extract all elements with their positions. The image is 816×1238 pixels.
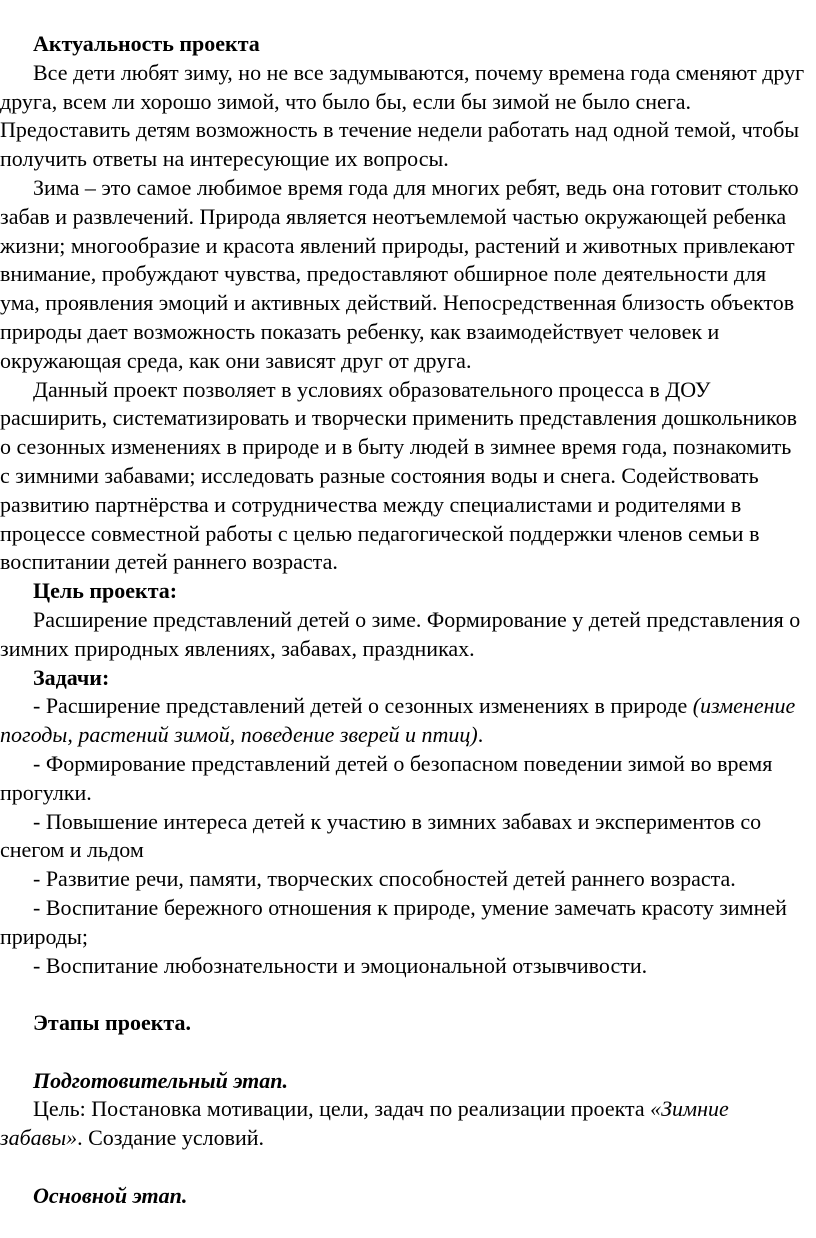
- main-stage-heading: Основной этап.: [33, 1182, 188, 1208]
- prep-stage-text-end: . Создание условий.: [77, 1125, 265, 1151]
- task-item-1: [0, 692, 806, 750]
- spacer: [0, 980, 806, 1009]
- spacer: [0, 1038, 806, 1067]
- relevance-paragraph-1: Все дети любят зиму, но не все задумываются, почему времена года сменяют друг друга, всем ли хорошо зимой, что было бы, если бы зимой не было снега. Предоставить детям возможность в течение недели работать над одной темой, чтобы получить ответы на интересующие их вопросы.: [0, 59, 805, 172]
- relevance-heading: Актуальность проекта: [33, 31, 260, 56]
- task-item-1-text: - Расширение представлений детей о сезонных изменениях в природе: [33, 693, 693, 719]
- relevance-paragraph-3: Данный проект позволяет в условиях образовательного процесса в ДОУ расширить, систематизировать и творчески применить представления дошкольников о сезонных изменениях в природе и в быту людей в зимнее время года, познакомить с зимними забавами; исследовать разные состояния воды и снега. Содействовать развитию партнёрства и сотрудничества между специалистами и родителями в процессе совместной работы с целью педагогической поддержки членов семьи в воспитании детей раннего возраста.: [0, 376, 798, 575]
- prep-stage-text-italic: «Зимние забавы»: [0, 1096, 729, 1151]
- task-item-1-italic: (изменение погоды, растений зимой, поведение зверей и птиц): [0, 693, 796, 748]
- prep-stage-heading: Подготовительный этап.: [33, 1067, 289, 1093]
- task-item-6: - Воспитание любознательности и эмоциональной отзывчивости.: [33, 952, 648, 978]
- spacer: [0, 1153, 806, 1182]
- goal-text: Расширение представлений детей о зиме. Формирование у детей представления о зимних природных явлениях, забавах, праздниках.: [0, 606, 801, 661]
- task-item-1-end: .: [477, 722, 484, 748]
- task-item-4: - Развитие речи, памяти, творческих способностей детей раннего возраста.: [33, 866, 736, 892]
- prep-stage-text-main: Цель: Постановка мотивации, цели, задач по реализации проекта: [33, 1096, 651, 1122]
- task-item-3: - Повышение интереса детей к участию в зимних забавах и экспериментов со снегом и льдом: [0, 808, 762, 863]
- task-item-5: - Воспитание бережного отношения к природе, умение замечать красоту зимней природы;: [0, 894, 787, 949]
- prep-stage-text: [0, 1095, 806, 1153]
- tasks-heading: Задачи:: [33, 664, 110, 690]
- stages-heading: Этапы проекта.: [33, 1010, 191, 1036]
- relevance-paragraph-2: Зима – это самое любимое время года для многих ребят, ведь она готовит столько забав и развлечений. Природа является неотъемлемой частью окружающей ребенка жизни; многообразие и красота явлений природы, растений и животных привлекают внимание, пробуждают чувства, предоставляют обширное поле деятельности для ума, проявления эмоций и активных действий. Непосредственная близость объектов природы дает возможность показать ребенку, как взаимодействует человек и окружающая среда, как они зависят друг от друга.: [0, 174, 799, 373]
- task-item-2: - Формирование представлений детей о безопасном поведении зимой во время прогулки.: [0, 750, 773, 805]
- goal-heading: Цель проекта:: [33, 578, 178, 604]
